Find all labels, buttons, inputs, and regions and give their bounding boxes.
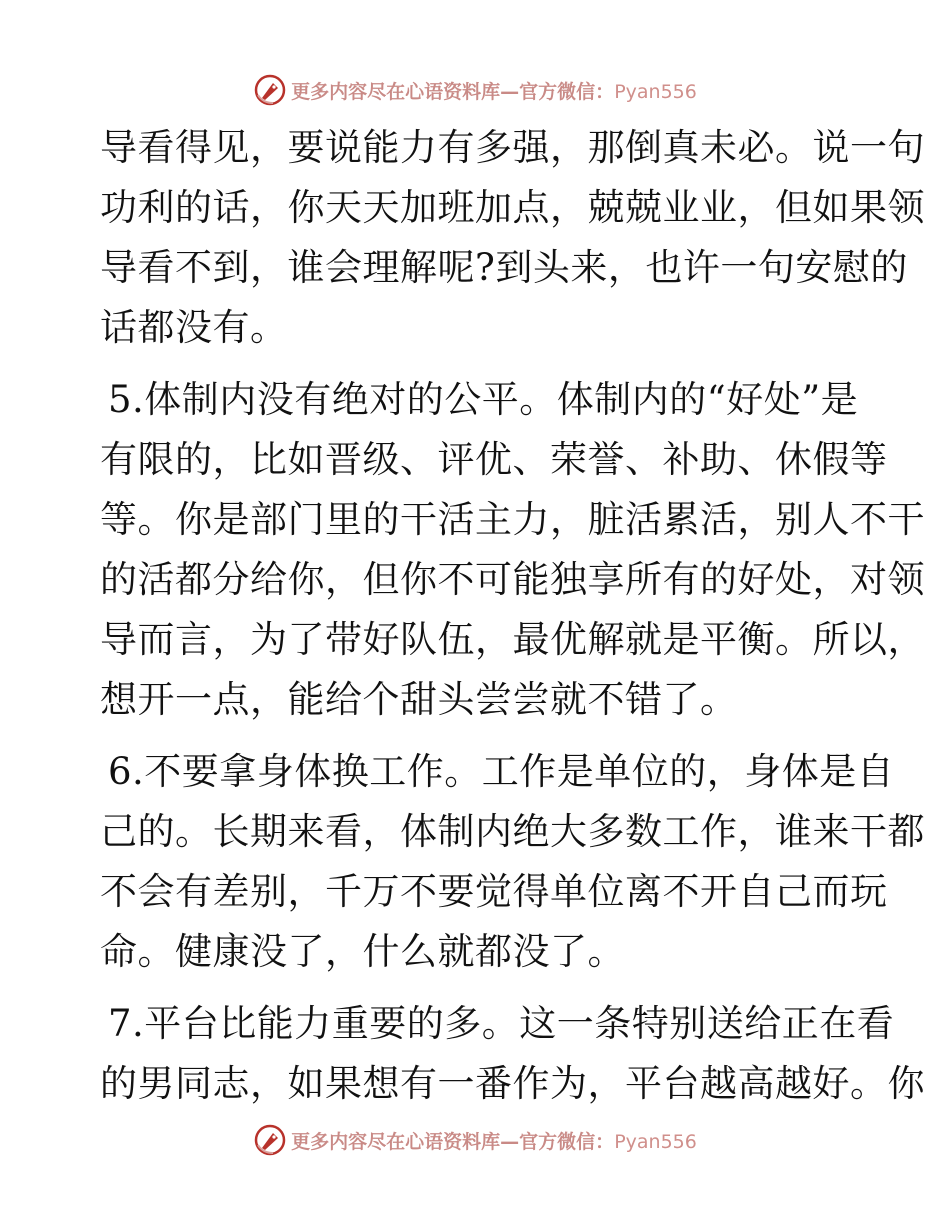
header-banner-text [291,77,697,104]
text-line: 有限的，比如晋级、评优、荣誉、补助、休假等 [100,438,888,481]
text-line: 7.平台比能力重要的多。这一条特别送给正在看 [108,1002,895,1045]
text-line: 5.体制内没有绝对的公平。体制内的“好处”是 [108,378,859,421]
text-line: 己的。长期来看，体制内绝大多数工作，谁来干都 [100,810,925,853]
header-banner [0,70,950,110]
text-line: 导而言，为了带好队伍，最优解就是平衡。所以， [100,618,925,661]
text-line: 导看得见，要说能力有多强，那倒真未必。说一句 [100,126,925,169]
text-line: 的男同志，如果想有一番作为，平台越高越好。你 [100,1062,925,1105]
text-line: 命。健康没了，什么就都没了。 [100,930,625,973]
banner-official: 官方微信 [519,80,596,103]
document-body [100,118,925,1126]
footer-banner [0,1120,950,1160]
text-line: 功利的话，你天天加班加点，兢兢业业，但如果领 [100,186,925,229]
text-line: 的活都分给你，但你不可能独享所有的好处，对领 [100,558,925,601]
banner-dash: — [500,1130,520,1153]
paragraph [100,118,925,358]
text-line: 6.不要拿身体换工作。工作是单位的，身体是自 [108,750,895,793]
text-line: 想开一点，能给个甜头尝尝就不错了。 [100,678,738,721]
banner-sep: ： [595,80,615,103]
banner-account: Pyan556 [614,80,697,103]
banner-lead: 更多内容尽在心语资料库 [291,80,501,103]
paragraph [100,370,925,730]
paragraph [100,742,925,982]
text-line: 导看不到，谁会理解呢?到头来，也许一句安慰的 [100,246,908,289]
banner-account: Pyan556 [614,1130,697,1153]
footer-banner-text [291,1127,697,1154]
text-line: 等。你是部门里的干活主力，脏活累活，别人不干 [100,498,925,541]
banner-official: 官方微信 [519,1130,596,1153]
banner-lead: 更多内容尽在心语资料库 [291,1130,501,1153]
text-line: 不会有差别，千万不要觉得单位离不开自己而玩 [100,870,888,913]
text-line: 话都没有。 [100,306,288,349]
paragraph [100,994,925,1114]
banner-dash: — [500,80,520,103]
pen-nib-logo-icon [253,73,287,107]
pen-nib-logo-icon [253,1123,287,1157]
banner-sep: ： [595,1130,615,1153]
